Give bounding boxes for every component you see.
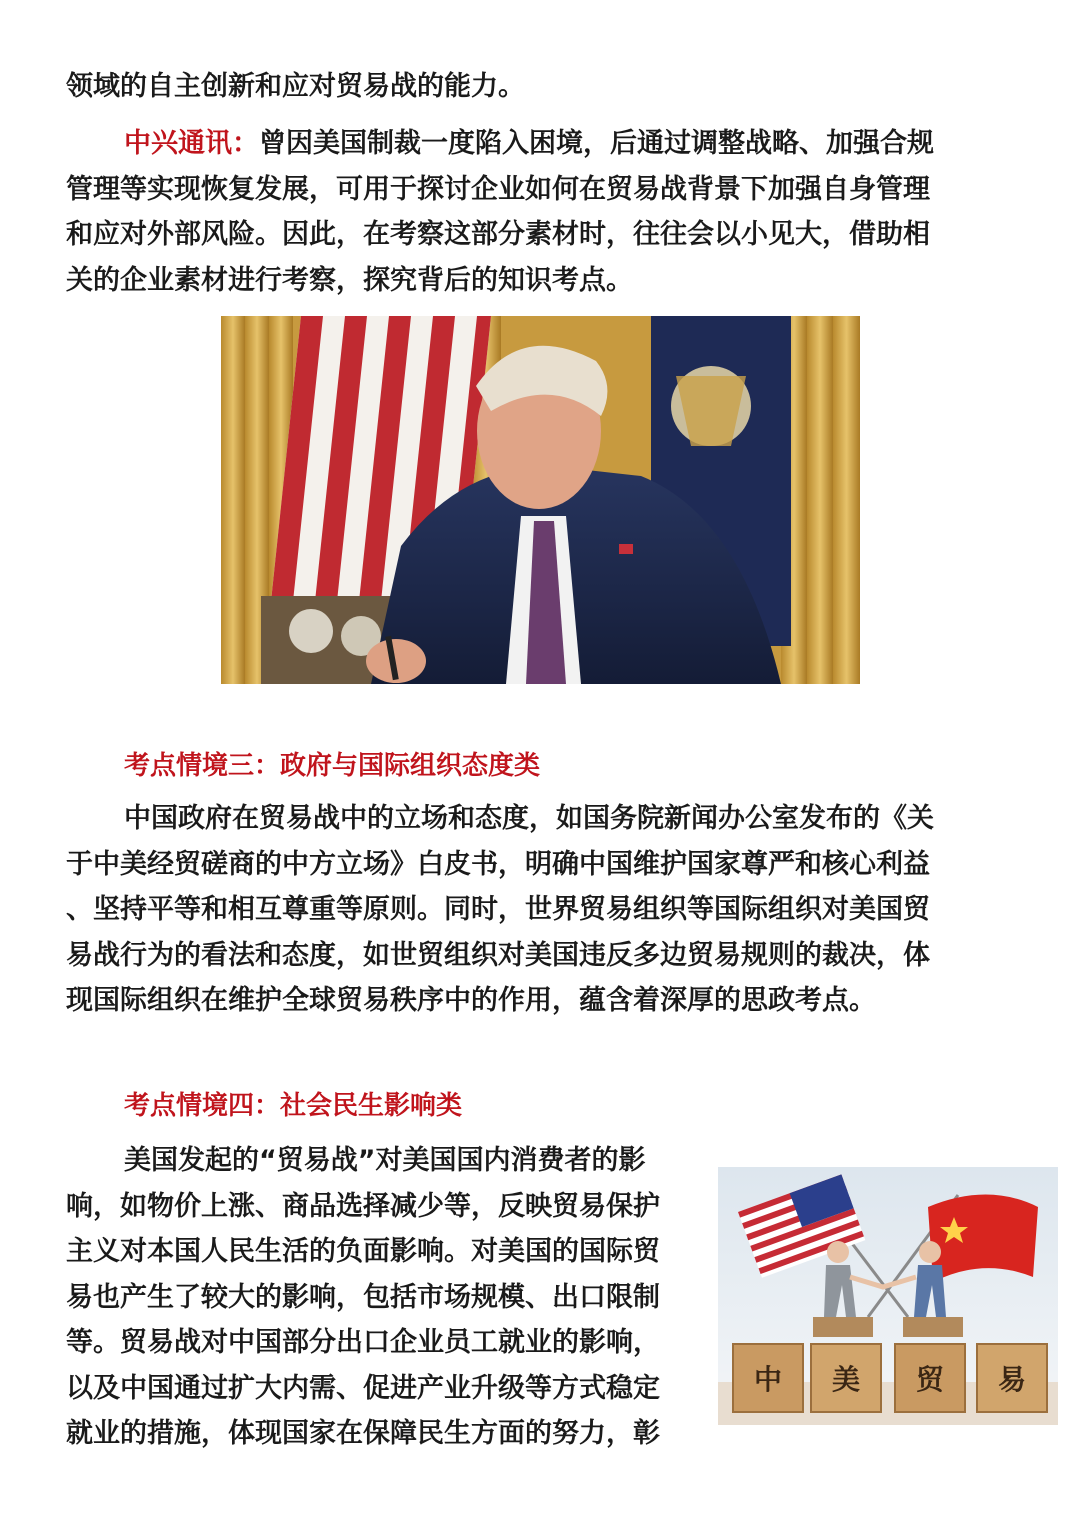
zte-line-1: 中兴通讯：曾因美国制裁一度陷入困境，后通过调整战略、加强合规	[124, 128, 934, 159]
block-zhong: 中	[732, 1343, 804, 1413]
section4-line-7: 就业的措施，体现国家在保障民生方面的努力，彰	[66, 1418, 660, 1449]
section3-line-3: 、坚持平等和相互尊重等原则。同时，世界贸易组织等国际组织对美国贸	[66, 894, 930, 925]
zte-label: 中兴通讯：	[124, 128, 259, 159]
section4-line-5: 等。贸易战对中国部分出口企业员工就业的影响，	[66, 1327, 660, 1358]
block-yi: 易	[976, 1343, 1048, 1413]
section3-line-2: 于中美经贸磋商的中方立场》白皮书，明确中国维护国家尊严和核心利益	[66, 848, 930, 880]
section3-paragraph	[66, 796, 934, 1024]
section3-line-1: 中国政府在贸易战中的立场和态度，如国务院新闻办公室发布的《关	[124, 803, 934, 834]
zte-line-3: 和应对外部风险。因此，在考察这部分素材时，往往会以小见大，借助相	[66, 219, 930, 250]
block-mei: 美	[810, 1343, 882, 1413]
section3-heading: 考点情境三：政府与国际组织态度类	[124, 751, 541, 781]
section3-line-5: 现国际组织在维护全球贸易秩序中的作用，蕴含着深厚的思政考点。	[66, 985, 876, 1016]
intro-tail: 领域的自主创新和应对贸易战的能力。	[66, 71, 525, 102]
signing-photo-illustration	[221, 316, 860, 684]
letter-blocks	[718, 1339, 1058, 1413]
section4-line-2: 响，如物价上涨、商品选择减少等，反映贸易保护	[66, 1190, 660, 1222]
trade-handshake-image	[718, 1167, 1058, 1425]
zte-paragraph	[66, 121, 934, 303]
zte-line-4: 关的企业素材进行考察，探究背后的知识考点。	[66, 264, 633, 296]
section3-line-4: 易战行为的看法和态度，如世贸组织对美国违反多边贸易规则的裁决，体	[66, 939, 930, 971]
section4-line-6: 以及中国通过扩大内需、促进产业升级等方式稳定	[66, 1372, 660, 1404]
section4-line-1: 美国发起的“贸易战”对美国国内消费者的影	[124, 1145, 646, 1176]
section4-heading: 考点情境四：社会民生影响类	[124, 1091, 463, 1121]
zte-line-2: 管理等实现恢复发展，可用于探讨企业如何在贸易战背景下加强自身管理	[66, 173, 930, 205]
section4-paragraph	[66, 1138, 660, 1457]
section4-line-4: 易也产生了较大的影响，包括市场规模、出口限制	[66, 1281, 660, 1313]
section4-line-3: 主义对本国人民生活的负面影响。对美国的国际贸	[66, 1236, 660, 1267]
signing-photo	[221, 316, 860, 684]
block-mao: 贸	[894, 1343, 966, 1413]
